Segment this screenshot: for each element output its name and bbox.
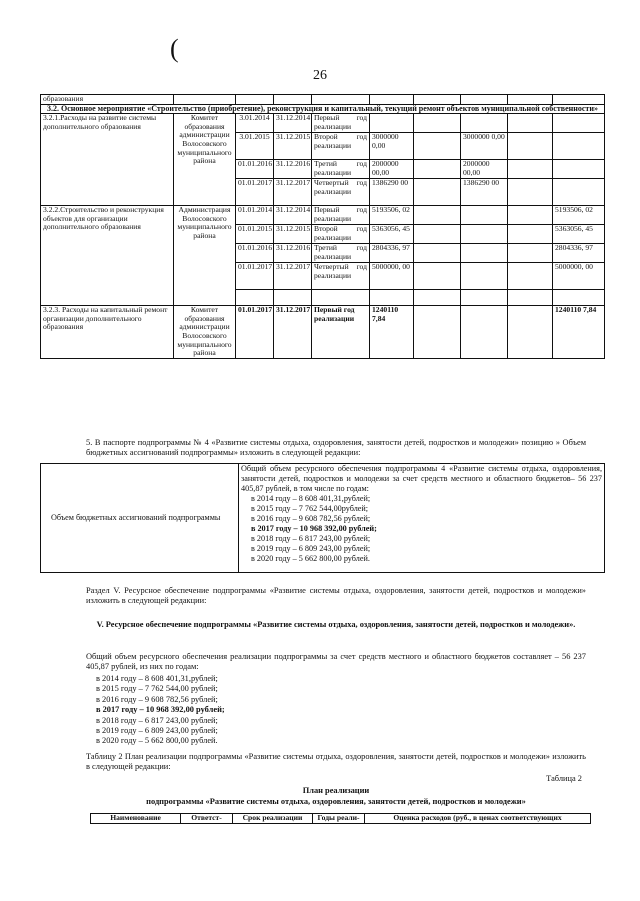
value-total: 3000000 0,00	[370, 133, 414, 160]
period: Третий год реализации	[312, 160, 370, 179]
value-2	[414, 206, 461, 225]
year-line: в 2015 году – 7 762 544,00рублей;	[251, 504, 369, 513]
column-header: Годы реали-	[313, 814, 365, 824]
start-date: 01.01.2015	[236, 225, 274, 244]
start-date: 3.01.2014	[236, 114, 274, 133]
table-row	[41, 95, 605, 105]
end-date: 31.12.2016	[274, 160, 312, 179]
value-4	[508, 179, 553, 206]
responsible: Комитет образования администрации Волосовского муниципального района	[174, 114, 236, 206]
activity-name: 3.2.1.Расходы на развитие системы дополнительного образования	[41, 114, 174, 206]
value-5: 5363056, 45	[553, 225, 605, 244]
value-3	[461, 263, 508, 290]
year-line: в 2017 году – 10 968 392,00 рублей;	[96, 705, 225, 715]
passport-label: Объем бюджетных ассигнований подпрограммы	[41, 464, 239, 573]
end-date: 31.12.2014	[274, 114, 312, 133]
column-header: Срок реализации	[233, 814, 313, 824]
value-4	[508, 133, 553, 160]
year-line: в 2017 году – 10 968 392,00 рублей;	[251, 524, 377, 533]
year-line: в 2015 году – 7 762 544,00 рублей;	[96, 684, 218, 694]
year-line: в 2018 году – 6 817 243,00 рублей;	[96, 715, 218, 725]
period: Первый год реализации	[312, 206, 370, 225]
value-2	[414, 160, 461, 179]
year-line: в 2014 году – 8 608 401,31,рублей;	[96, 674, 218, 683]
page-number: 26	[313, 68, 327, 83]
column-header: Наименование	[91, 814, 181, 824]
year-line: в 2019 году – 6 809 243,00 рублей;	[96, 726, 218, 736]
start-date: 01.01.2017	[236, 306, 274, 359]
value-4	[508, 225, 553, 244]
value-3: 2000000 00,00	[461, 160, 508, 179]
value-2	[414, 306, 461, 359]
passport-table	[40, 463, 605, 573]
year-line: в 2020 году – 5 662 800,00 рублей.	[96, 736, 218, 746]
value-total	[370, 114, 414, 133]
resource-years	[96, 674, 225, 747]
value-4	[508, 263, 553, 290]
section5-paragraph: Раздел V. Ресурсное обеспечение подпрограммы «Развитие системы отдыха, оздоровления, занятости детей, подростков и молодежи» изложить в следующей редакции:	[86, 586, 586, 606]
end-date: 31.12.2017	[274, 306, 312, 359]
table-header-row	[91, 814, 591, 824]
start-date: 01.01.2016	[236, 160, 274, 179]
plan-table-header	[90, 813, 591, 824]
period: Второй год реализации	[312, 133, 370, 160]
year-line: в 2016 году – 9 608 782,56 рублей;	[251, 514, 371, 523]
value-3	[461, 206, 508, 225]
value-total: 2000000 00,00	[370, 160, 414, 179]
year-line: в 2018 году – 6 817 243,00 рублей;	[251, 534, 371, 543]
value-5	[553, 160, 605, 179]
period: Второй год реализации	[312, 225, 370, 244]
passport-intro: Общий объем ресурсного обеспечения подпрограммы 4 «Развитие системы отдыха, оздоровления, занятости детей, подростков и молодежи за счет средств местного и областного бюджетов– 56 237 405,87 рублей, в том числе по годам:	[241, 464, 602, 493]
section5-title: V. Ресурсное обеспечение подпрограммы «Развитие системы отдыха, оздоровления, занятости детей, подростков и молодежи».	[96, 620, 576, 629]
start-date: 01.01.2017	[236, 179, 274, 206]
value-5: 2804336, 97	[553, 244, 605, 263]
value-2	[414, 114, 461, 133]
year-line: в 2014 году – 8 608 401,31,рублей;	[251, 494, 371, 503]
end-date: 31.12.2017	[274, 179, 312, 206]
value-5	[553, 114, 605, 133]
value-3: 1386290 00	[461, 179, 508, 206]
responsible: Комитет образования администрации Волосовского муниципального района	[174, 306, 236, 359]
section-title-row	[41, 104, 605, 114]
activity-name: 3.2.3. Расходы на капитальный ремонт организации дополнительного образования	[41, 306, 174, 359]
value-3	[461, 306, 508, 359]
column-header: Оценка расходов (руб., в ценах соответствующих	[365, 814, 591, 824]
year-line: в 2016 году – 9 608 782,56 рублей;	[96, 694, 218, 704]
year-line: в 2019 году – 6 809 243,00 рублей;	[251, 544, 371, 553]
start-date: 01.01.2017	[236, 263, 274, 290]
period: Первый год реализации	[312, 306, 370, 359]
value-5: 1240110 7,84	[553, 306, 605, 359]
end-date: 31.12.2017	[274, 263, 312, 290]
value-5: 5000000, 00	[553, 263, 605, 290]
value-total: 1386290 00	[370, 179, 414, 206]
year-line: в 2020 году – 5 662 800,00 рублей.	[251, 554, 370, 563]
passport-years	[241, 494, 602, 564]
value-4	[508, 244, 553, 263]
plan-title: План реализации	[302, 786, 370, 795]
section-title: 3.2. Основное мероприятие «Строительство (приобретение), реконструкция и капитальный, текущий ремонт объектов муниципальной собственности»	[41, 104, 605, 114]
value-total: 5363056, 45	[370, 225, 414, 244]
column-header: Ответст-	[181, 814, 233, 824]
value-4	[508, 306, 553, 359]
value-3: 3000000 0,00	[461, 133, 508, 160]
period: Четвертый год реализации	[312, 179, 370, 206]
value-3	[461, 244, 508, 263]
value-4	[508, 114, 553, 133]
value-total: 5193506, 02	[370, 206, 414, 225]
start-date: 01.01.2016	[236, 244, 274, 263]
activity-name: 3.2.2.Строительство и реконструкция объектов для организации дополнительного образования	[41, 206, 174, 306]
value-4	[508, 206, 553, 225]
value-5	[553, 133, 605, 160]
value-total: 5000000, 00	[370, 263, 414, 290]
period: Третий год реализации	[312, 244, 370, 263]
period: Первый год реализации	[312, 114, 370, 133]
table-row	[41, 306, 605, 359]
value-total: 1240110 7,84	[370, 306, 414, 359]
value-total: 2804336, 97	[370, 244, 414, 263]
handwritten-bracket: (	[170, 34, 179, 63]
value-2	[414, 225, 461, 244]
start-date: 3.01.2015	[236, 133, 274, 160]
value-4	[508, 160, 553, 179]
value-5	[553, 179, 605, 206]
end-date: 31.12.2015	[274, 133, 312, 160]
activities-table	[40, 94, 605, 359]
value-2	[414, 179, 461, 206]
passport-content	[239, 464, 605, 573]
value-3	[461, 225, 508, 244]
table-row	[41, 114, 605, 133]
end-date: 31.12.2015	[274, 225, 312, 244]
plan-subtitle: подпрограммы «Развитие системы отдыха, оздоровления, занятости детей, подростков и молодежи»	[146, 797, 526, 806]
table-row	[41, 206, 605, 225]
value-2	[414, 263, 461, 290]
value-3	[461, 114, 508, 133]
table2-paragraph: Таблицу 2 План реализации подпрограммы «Развитие системы отдыха, оздоровления, занятости детей, подростков и молодежи» изложить в следующей редакции:	[86, 752, 586, 772]
paragraph-5: 5. В паспорте подпрограммы № 4 «Развитие системы отдыха, оздоровления, занятости детей, подростков и молодежи» позицию » Объем бюджетных ассигнований подпрограммы» изложить в следующей редакции:	[86, 438, 586, 458]
start-date: 01.01.2014	[236, 206, 274, 225]
cell: образования	[41, 95, 174, 105]
period: Четвертый год реализации	[312, 263, 370, 290]
value-5: 5193506, 02	[553, 206, 605, 225]
value-2	[414, 133, 461, 160]
resource-intro: Общий объем ресурсного обеспечения реализации подпрограммы за счет средств местного и областного бюджетов составляет – 56 237 405,87 рублей, из них по годам:	[86, 652, 586, 672]
value-2	[414, 244, 461, 263]
end-date: 31.12.2016	[274, 244, 312, 263]
end-date: 31.12.2014	[274, 206, 312, 225]
responsible: Администрация Волосовского муниципального района	[174, 206, 236, 306]
table-label: Таблица 2	[546, 774, 582, 783]
